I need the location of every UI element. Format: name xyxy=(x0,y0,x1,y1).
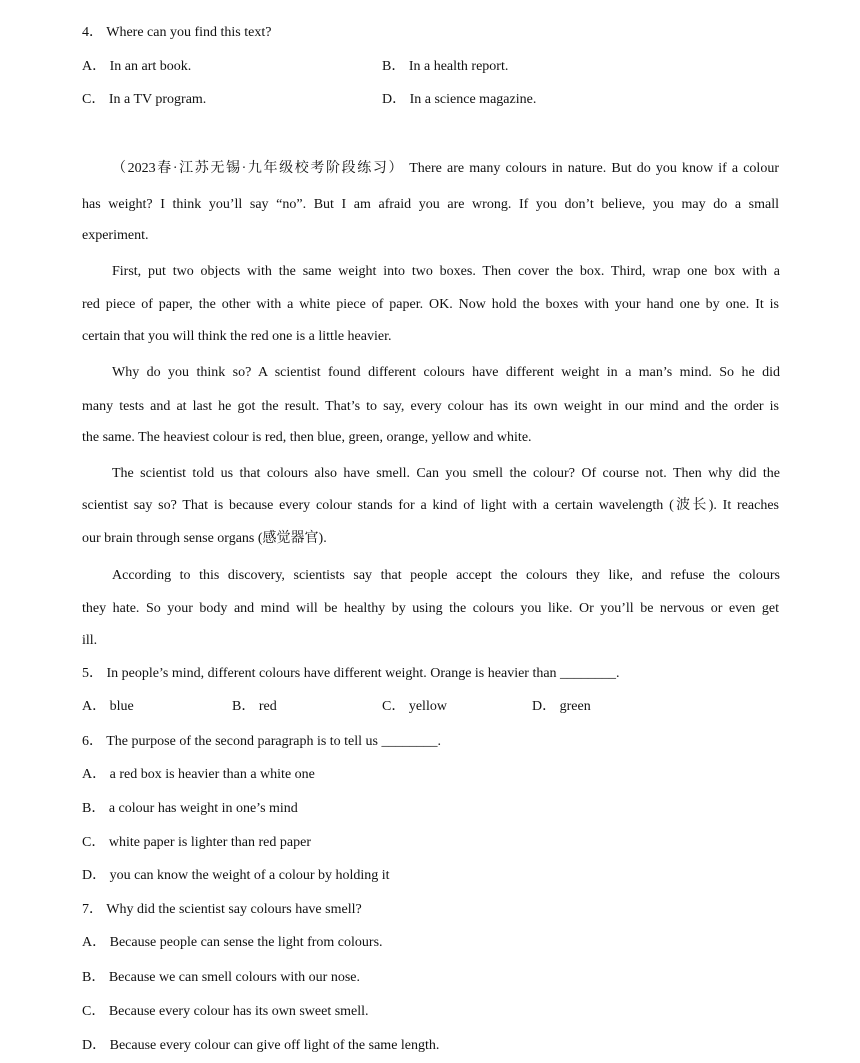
question-5-stem: 5． In people’s mind, different colours have different weight. Orange is heavier than ________. xyxy=(82,666,620,681)
question-4-stem: 4． Where can you find this text? xyxy=(82,25,272,40)
question-6-option-b[interactable]: B． a colour has weight in one’s mind xyxy=(82,801,298,816)
question-5-option-d[interactable]: D． green xyxy=(532,699,591,714)
question-7-option-d[interactable]: D． Because every colour can give off light of the same length. xyxy=(82,1038,440,1053)
passage-line: has weight? I think you’ll say “no”. But I am afraid you are wrong. If you don’t believe, you may do a small xyxy=(82,197,779,212)
passage-line: According to this discovery, scientists say that people accept the colours they like, and refuse the colours xyxy=(112,568,780,583)
question-5-option-b[interactable]: B． red xyxy=(232,699,277,714)
question-5-option-a[interactable]: A． blue xyxy=(82,699,134,714)
question-4-option-c[interactable]: C． In a TV program. xyxy=(82,92,207,107)
question-6-option-a[interactable]: A． a red box is heavier than a white one xyxy=(82,767,315,782)
question-7-stem: 7． Why did the scientist say colours have smell? xyxy=(82,902,362,917)
passage-line: experiment. xyxy=(82,228,149,243)
question-6-option-c[interactable]: C． white paper is lighter than red paper xyxy=(82,835,311,850)
passage-line: certain that you will think the red one is a little heavier. xyxy=(82,329,392,344)
passage-line: the same. The heaviest colour is red, then blue, green, orange, yellow and white. xyxy=(82,430,532,445)
passage-line: Why do you think so? A scientist found different colours have different weight in a man’s mind. So he did xyxy=(112,365,780,380)
question-4-option-a[interactable]: A． In an art book. xyxy=(82,59,192,74)
passage-line: ill. xyxy=(82,633,98,648)
passage-line: First, put two objects with the same weight into two boxes. Then cover the box. Third, wrap one box with a xyxy=(112,264,780,279)
question-4-option-b[interactable]: B． In a health report. xyxy=(382,59,509,74)
passage-line: scientist say so? That is because every colour stands for a kind of light with a certain wavelength (波长). It reaches xyxy=(82,498,779,513)
passage-line: The scientist told us that colours also have smell. Can you smell the colour? Of course not. Then why did the xyxy=(112,466,780,481)
question-4-option-d[interactable]: D． In a science magazine. xyxy=(382,92,537,107)
question-6-stem: 6． The purpose of the second paragraph is to tell us ________. xyxy=(82,734,442,749)
passage-line: red piece of paper, the other with a white piece of paper. OK. Now hold the boxes with your hand one by one. It is xyxy=(82,297,779,312)
question-7-option-c[interactable]: C． Because every colour has its own sweet smell. xyxy=(82,1004,369,1019)
question-5-option-c[interactable]: C． yellow xyxy=(382,699,447,714)
question-7-option-b[interactable]: B． Because we can smell colours with our nose. xyxy=(82,970,360,985)
question-7-option-a[interactable]: A． Because people can sense the light from colours. xyxy=(82,935,383,950)
question-6-option-d[interactable]: D． you can know the weight of a colour by holding it xyxy=(82,868,390,883)
passage-line: our brain through sense organs (感觉器官). xyxy=(82,531,327,546)
passage-line: （2023春·江苏无锡·九年级校考阶段练习） There are many colours in nature. But do you know if a colour xyxy=(112,161,779,176)
passage-line: many tests and at last he got the result. That’s to say, every colour has its own weight in our mind and the order is xyxy=(82,399,779,414)
passage-line: they hate. So your body and mind will be healthy by using the colours you like. Or you’ll be nervous or even get xyxy=(82,601,779,616)
